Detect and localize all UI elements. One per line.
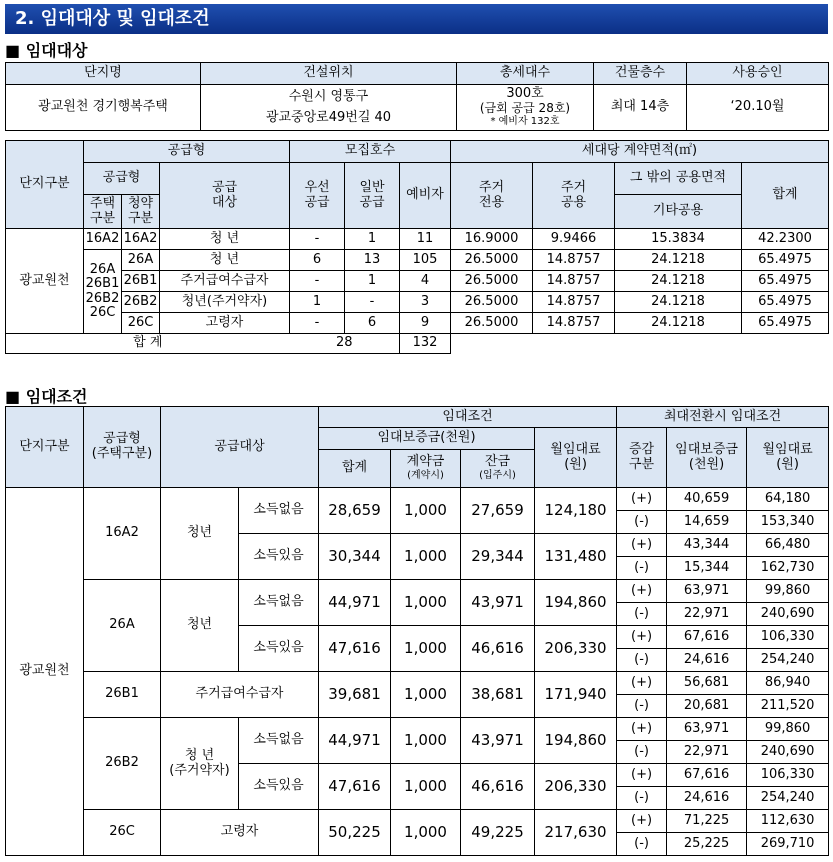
total-units — [457, 85, 594, 131]
table-cell: 112,630 — [747, 810, 829, 833]
table-cell: 63,971 — [667, 580, 747, 603]
rent-condition-table — [5, 406, 829, 856]
complex-name: 광교원천 경기행복주택 — [6, 85, 201, 131]
contract-sub: (계약시) — [407, 470, 444, 482]
header-sum: 합계 — [319, 450, 391, 488]
danji-cell: 광교원천 — [6, 229, 84, 334]
table-cell: 청 년 — [160, 250, 290, 271]
table-cell: 1,000 — [391, 626, 461, 672]
table-cell: 153,340 — [747, 511, 829, 534]
table-cell: 171,940 — [535, 672, 617, 718]
header-house: 주택 구분 — [84, 195, 122, 229]
table-cell: 1 — [290, 292, 345, 313]
table-cell: 47,616 — [319, 764, 391, 810]
table-cell: 청년 — [161, 580, 239, 672]
table-cell: 4 — [400, 271, 451, 292]
table-cell: 50,225 — [319, 810, 391, 856]
table-cell: 27,659 — [461, 488, 535, 534]
section-heading-target: ■ 임대대상 — [5, 41, 88, 60]
house-type-cell: 26A 26B1 26B2 26C — [84, 250, 122, 334]
table-cell: 16A2 — [84, 488, 161, 580]
sum-units: 28 — [290, 334, 400, 354]
table-cell: 6 — [290, 250, 345, 271]
table-cell: 26B1 — [84, 672, 161, 718]
table-cell: 194,860 — [535, 718, 617, 764]
table-cell: 43,344 — [667, 534, 747, 557]
location — [201, 85, 457, 131]
header-area: 세대당 계약면적(㎡) — [451, 141, 829, 163]
table-cell: 28,659 — [319, 488, 391, 534]
table-cell: - — [290, 271, 345, 292]
table-cell: (+) — [617, 534, 667, 557]
table-cell: 26C — [84, 810, 161, 856]
table-row — [6, 488, 829, 511]
table-cell: 106,330 — [747, 626, 829, 649]
table-cell: 26B2 — [122, 292, 160, 313]
balance-sub: (입주시) — [479, 470, 516, 482]
table-cell: 14.8757 — [533, 250, 615, 271]
table-row — [6, 580, 829, 603]
header-conv-rent: 월임대료 (원) — [747, 428, 829, 488]
header-type: 공급형 (주택구분) — [84, 407, 161, 488]
table-cell: 고령자 — [160, 313, 290, 334]
header-type: 공급형 — [84, 163, 160, 195]
table-cell: 24.1218 — [615, 271, 742, 292]
units-line-2: (금회 공급 28호) — [479, 101, 571, 116]
table-cell: - — [290, 313, 345, 334]
header-general: 일반 공급 — [345, 163, 400, 229]
table-cell: 11 — [400, 229, 451, 250]
table-cell: 22,971 — [667, 603, 747, 626]
table-cell: 26.5000 — [451, 250, 533, 271]
table-cell: (-) — [617, 557, 667, 580]
table-cell: (-) — [617, 787, 667, 810]
table-cell: 49,225 — [461, 810, 535, 856]
table-cell: 44,971 — [319, 718, 391, 764]
header-danji: 단지구분 — [6, 141, 84, 229]
table-cell: 47,616 — [319, 626, 391, 672]
table-cell: 240,690 — [747, 603, 829, 626]
area-table — [5, 140, 829, 354]
table-cell: 9 — [400, 313, 451, 334]
table-cell: (+) — [617, 672, 667, 695]
table-cell: (-) — [617, 833, 667, 856]
table-cell: 67,616 — [667, 764, 747, 787]
balance-label: 잔금 — [484, 454, 511, 470]
table-cell: 43,971 — [461, 580, 535, 626]
table-cell: 소득없음 — [239, 580, 319, 626]
table-cell: 40,659 — [667, 488, 747, 511]
table-cell: (+) — [617, 580, 667, 603]
table-cell: 26A — [84, 580, 161, 672]
header-conversion: 최대전환시 임대조건 — [617, 407, 829, 428]
table-cell: 162,730 — [747, 557, 829, 580]
table-cell: 14.8757 — [533, 292, 615, 313]
table-cell: 22,971 — [667, 741, 747, 764]
table-row — [6, 810, 829, 833]
table-cell: - — [345, 292, 400, 313]
table-cell: 194,860 — [535, 580, 617, 626]
table-cell: 청년 — [161, 488, 239, 580]
header-danji: 단지구분 — [6, 407, 84, 488]
table-cell: 26B2 — [84, 718, 161, 810]
table-cell: 254,240 — [747, 787, 829, 810]
table-cell: 16A2 — [122, 229, 160, 250]
table-cell: 15.3834 — [615, 229, 742, 250]
table-cell: 1,000 — [391, 672, 461, 718]
table-cell: 106,330 — [747, 764, 829, 787]
table-cell: 1,000 — [391, 534, 461, 580]
table-cell: 1,000 — [391, 764, 461, 810]
table-cell: 65.4975 — [742, 250, 829, 271]
table-cell: 소득있음 — [239, 534, 319, 580]
table-cell: 소득있음 — [239, 626, 319, 672]
header-other: 기타공용 — [615, 195, 742, 229]
table-cell: 24.1218 — [615, 313, 742, 334]
header-cell: 사용승인 — [687, 63, 829, 85]
table-cell: 소득없음 — [239, 718, 319, 764]
table-cell: 13 — [345, 250, 400, 271]
table-row — [6, 672, 829, 695]
table-cell: - — [290, 229, 345, 250]
table-cell: (+) — [617, 810, 667, 833]
table-cell: 38,681 — [461, 672, 535, 718]
table-cell: (-) — [617, 741, 667, 764]
table-cell: 99,860 — [747, 718, 829, 741]
table-cell: 86,940 — [747, 672, 829, 695]
header-other-common: 그 밖의 공용면적 — [615, 163, 742, 195]
header-contract: 청약 구분 — [122, 195, 160, 229]
table-cell: 14.8757 — [533, 271, 615, 292]
sum-reserve: 132 — [400, 334, 451, 354]
location-line-1: 수원시 영통구 — [288, 88, 369, 104]
units-line-3: * 예비자 132호 — [490, 116, 560, 128]
table-cell: 주거급여수급자 — [160, 271, 290, 292]
header-supply: 공급형 — [84, 141, 290, 163]
table-cell: 206,330 — [535, 764, 617, 810]
table-cell: 15,344 — [667, 557, 747, 580]
header-rent: 월임대료 (원) — [535, 428, 617, 488]
table-cell: 63,971 — [667, 718, 747, 741]
units-line-1: 300호 — [506, 86, 544, 102]
table-cell: 14.8757 — [533, 313, 615, 334]
table-cell: (+) — [617, 488, 667, 511]
table-cell: 24,616 — [667, 649, 747, 672]
complex-info-table — [5, 62, 829, 131]
table-cell: 26B1 — [122, 271, 160, 292]
header-common: 주거 공용 — [533, 163, 615, 229]
table-cell: 20,681 — [667, 695, 747, 718]
header-cell: 총세대수 — [457, 63, 594, 85]
table-cell: 217,630 — [535, 810, 617, 856]
table-cell: 240,690 — [747, 741, 829, 764]
table-cell: 65.4975 — [742, 271, 829, 292]
table-cell: 14,659 — [667, 511, 747, 534]
approval: ‘20.10월 — [687, 85, 829, 131]
header-exclusive: 주거 전용 — [451, 163, 533, 229]
table-cell: (+) — [617, 764, 667, 787]
table-cell: 46,616 — [461, 764, 535, 810]
table-cell: 9.9466 — [533, 229, 615, 250]
header-condition: 임대조건 — [319, 407, 617, 428]
table-cell: 26.5000 — [451, 313, 533, 334]
table-cell: 소득없음 — [239, 488, 319, 534]
table-cell: 269,710 — [747, 833, 829, 856]
table-cell: 131,480 — [535, 534, 617, 580]
header-balance — [461, 450, 535, 488]
header-recruit: 모집호수 — [290, 141, 451, 163]
table-cell: 66,480 — [747, 534, 829, 557]
table-cell: 소득있음 — [239, 764, 319, 810]
table-cell: 124,180 — [535, 488, 617, 534]
header-cell: 건설위치 — [201, 63, 457, 85]
table-cell: 39,681 — [319, 672, 391, 718]
header-cell: 단지명 — [6, 63, 201, 85]
rent-rows — [6, 488, 829, 856]
header-total: 합계 — [742, 163, 829, 229]
table-cell: (+) — [617, 626, 667, 649]
header-deposit: 임대보증금(천원) — [319, 428, 535, 450]
table-cell: 청 년 — [160, 229, 290, 250]
header-conv-deposit: 임대보증금 (천원) — [667, 428, 747, 488]
table-cell: 254,240 — [747, 649, 829, 672]
table-cell: 1,000 — [391, 580, 461, 626]
table-cell: 1,000 — [391, 488, 461, 534]
table-cell: 65.4975 — [742, 292, 829, 313]
header-cell: 건물층수 — [594, 63, 687, 85]
contract-label: 계약금 — [406, 454, 445, 470]
header-incdec: 증감 구분 — [617, 428, 667, 488]
floors: 최대 14층 — [594, 85, 687, 131]
section-heading-condition: ■ 임대조건 — [5, 387, 88, 406]
table-cell: 99,860 — [747, 580, 829, 603]
table-cell: 71,225 — [667, 810, 747, 833]
table-cell: 25,225 — [667, 833, 747, 856]
header-target: 공급 대상 — [160, 163, 290, 229]
table-cell: 1,000 — [391, 810, 461, 856]
table-cell: 67,616 — [667, 626, 747, 649]
blank-cell — [451, 334, 829, 354]
table-cell: 24.1218 — [615, 250, 742, 271]
header-priority: 우선 공급 — [290, 163, 345, 229]
table-cell: 29,344 — [461, 534, 535, 580]
table-cell: 고령자 — [161, 810, 319, 856]
house-type-cell: 16A2 — [84, 229, 122, 250]
table-cell: (-) — [617, 603, 667, 626]
table-cell: 26C — [122, 313, 160, 334]
table-cell: 16.9000 — [451, 229, 533, 250]
table-cell: 211,520 — [747, 695, 829, 718]
location-line-2: 광교중앙로49번길 40 — [265, 109, 392, 125]
table-cell: 6 — [345, 313, 400, 334]
table-cell: 1 — [345, 271, 400, 292]
table-cell: 3 — [400, 292, 451, 313]
table-cell: 105 — [400, 250, 451, 271]
table-cell: 42.2300 — [742, 229, 829, 250]
table-cell: 광교원천 — [6, 488, 84, 856]
header-target: 공급대상 — [161, 407, 319, 488]
table-cell: 206,330 — [535, 626, 617, 672]
table-cell: 26.5000 — [451, 271, 533, 292]
sum-label: 합 계 — [6, 334, 290, 354]
table-row — [6, 718, 829, 741]
table-cell: 청 년 (주거약자) — [161, 718, 239, 810]
table-cell: 64,180 — [747, 488, 829, 511]
table-cell: 43,971 — [461, 718, 535, 764]
table-cell: 65.4975 — [742, 313, 829, 334]
table-cell: 46,616 — [461, 626, 535, 672]
table-cell: 24.1218 — [615, 292, 742, 313]
table-cell: 24,616 — [667, 787, 747, 810]
table-cell: (-) — [617, 511, 667, 534]
table-cell: 56,681 — [667, 672, 747, 695]
header-contract — [391, 450, 461, 488]
header-reserve: 예비자 — [400, 163, 451, 229]
page-title: 2. 임대대상 및 임대조건 — [5, 4, 828, 34]
table-cell: (-) — [617, 695, 667, 718]
table-cell: 26.5000 — [451, 292, 533, 313]
table-cell: 1,000 — [391, 718, 461, 764]
table-cell: 30,344 — [319, 534, 391, 580]
table-cell: (+) — [617, 718, 667, 741]
table-cell: 44,971 — [319, 580, 391, 626]
table-cell: 주거급여수급자 — [161, 672, 319, 718]
table-cell: 1 — [345, 229, 400, 250]
table-cell: (-) — [617, 649, 667, 672]
table-cell: 26A — [122, 250, 160, 271]
table-cell: 청년(주거약자) — [160, 292, 290, 313]
